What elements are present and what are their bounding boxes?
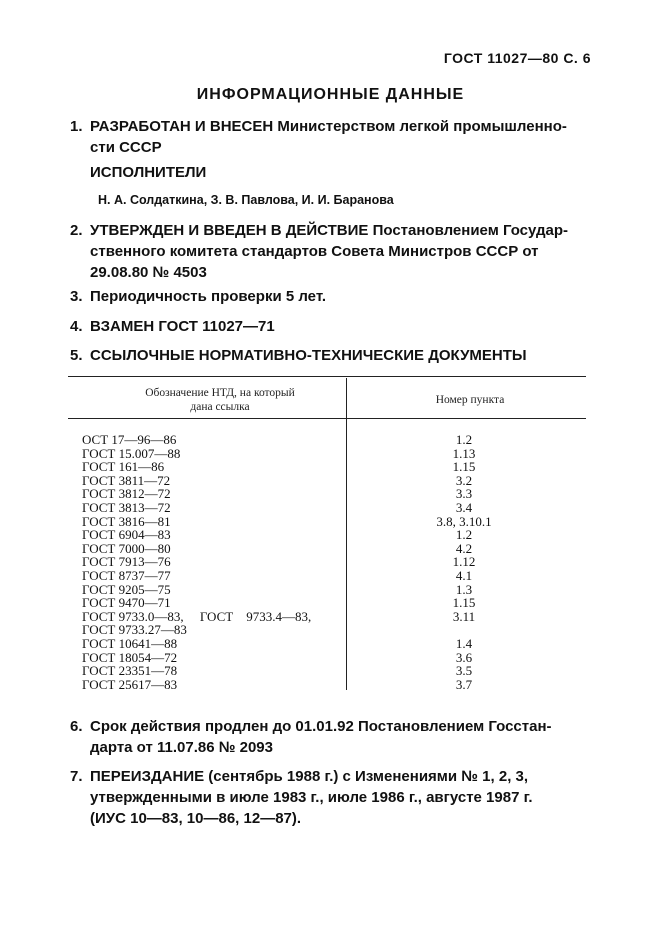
table-cell-item: 1.15	[452, 459, 476, 475]
section-text-cont: (ИУС 10—83, 10—86, 12—87).	[90, 810, 302, 827]
section-text: РАЗРАБОТАН И ВНЕСЕН Министерством легкой промышленно-	[90, 118, 567, 135]
table-body	[82, 433, 582, 691]
table-cell-item: 3.7	[455, 676, 473, 692]
section-number: 4.	[70, 318, 83, 335]
table-cell-document: ГОСТ 9470—71	[82, 595, 171, 611]
page-header: ГОСТ 11027—80 С. 6	[443, 50, 591, 66]
table-cell-document: ГОСТ 3812—72	[82, 486, 171, 502]
table-cell-item: 4.2	[455, 540, 473, 556]
table-cell-document: ГОСТ 3811—72	[82, 472, 171, 488]
table-cell-document: ГОСТ 8737—77	[82, 567, 171, 583]
table-cell-document: ГОСТ 7000—80	[82, 540, 171, 556]
table-row	[82, 528, 582, 542]
section-text-cont: сти СССР	[90, 139, 162, 156]
executors-heading: ИСПОЛНИТЕЛИ	[90, 164, 207, 181]
table-cell-document: ГОСТ 18054—72	[82, 649, 178, 665]
section-number: 2.	[70, 222, 83, 239]
table-cell-document: ГОСТ 15.007—88	[82, 445, 181, 461]
table-cell-item: 1.4	[455, 635, 473, 651]
table-cell-document: ГОСТ 3816—81	[82, 513, 171, 529]
table-cell-item: 1.2	[455, 432, 473, 447]
table-cell-item: 3.2	[455, 472, 473, 488]
section-6	[70, 716, 590, 758]
section-text: Периодичность проверки 5 лет.	[90, 288, 327, 305]
section-text-cont: дарта от 11.07.86 № 2093	[90, 739, 273, 756]
table-row	[82, 664, 582, 678]
table-row	[82, 569, 582, 583]
table-top-rule	[68, 376, 586, 377]
table-cell-document: ГОСТ 10641—88	[82, 635, 178, 651]
table-cell-item: 3.8, 3.10.1	[436, 513, 492, 529]
table-row	[82, 610, 582, 624]
table-cell-document: ГОСТ 25617—83	[82, 676, 178, 692]
section-number: 1.	[70, 118, 83, 135]
table-row	[82, 501, 582, 515]
table-cell-item: 1.2	[455, 527, 473, 543]
section-4	[70, 316, 590, 337]
table-row	[82, 651, 582, 665]
table-row	[82, 555, 582, 569]
table-row	[82, 433, 582, 447]
executors-names: Н. А. Солдаткина, З. В. Павлова, И. И. Баранова	[98, 193, 394, 207]
document-title: ИНФОРМАЦИОННЫЕ ДАННЫЕ	[196, 86, 465, 103]
table-header-rule	[68, 418, 586, 419]
table-row	[82, 637, 582, 651]
table-cell-document: ГОСТ 3813—72	[82, 499, 171, 515]
table-cell-item: 1.12	[452, 554, 476, 570]
table-cell-document: ГОСТ 9733.27—83	[82, 622, 187, 638]
table-col1-header-line: Обозначение НТД, на который	[145, 387, 295, 399]
table-cell-item: 3.5	[455, 663, 473, 679]
table-cell-document: ГОСТ 23351—78	[82, 663, 178, 679]
table-row	[82, 447, 582, 461]
section-3	[70, 286, 590, 307]
table-cell-item: 3.6	[455, 649, 473, 665]
table-row	[82, 515, 582, 529]
table-row	[82, 474, 582, 488]
table-cell-document: ГОСТ 161—86	[82, 459, 165, 475]
section-5	[70, 345, 590, 366]
table-row	[82, 678, 582, 692]
table-cell-item: 3.3	[455, 486, 473, 502]
table-cell-document: ОСТ 17—96—86	[82, 432, 177, 447]
section-text: ПЕРЕИЗДАНИЕ (сентябрь 1988 г.) с Изменениями № 1, 2, 3,	[90, 768, 529, 785]
table-cell-item	[346, 623, 582, 637]
table-row	[82, 460, 582, 474]
section-text-cont: утвержденными в июле 1983 г., июле 1986 г., августе 1987 г.	[90, 789, 533, 806]
table-cell-document: ГОСТ 9205—75	[82, 581, 171, 597]
section-number: 3.	[70, 288, 83, 305]
section-number: 7.	[70, 768, 83, 785]
section-2	[70, 220, 590, 283]
section-text-cont: ственного комитета стандартов Совета Министров СССР от	[90, 243, 539, 260]
table-row	[82, 583, 582, 597]
section-1	[70, 116, 590, 158]
table-cell-document: ГОСТ 7913—76	[82, 554, 171, 570]
table-row	[82, 596, 582, 610]
section-number: 6.	[70, 718, 83, 735]
section-number: 5.	[70, 347, 83, 364]
table-col1-header-line: дана ссылка	[190, 401, 250, 413]
table-cell-item: 3.11	[452, 608, 476, 624]
section-text: Срок действия продлен до 01.01.92 Постановлением Госстан-	[90, 718, 552, 735]
section-7	[70, 766, 590, 829]
table-col2-header: Номер пункта	[435, 394, 505, 406]
table-cell-document: ГОСТ 6904—83	[82, 527, 171, 543]
table-cell-item: 1.15	[452, 595, 476, 611]
section-text: УТВЕРЖДЕН И ВВЕДЕН В ДЕЙСТВИЕ Постановлением Государ-	[90, 222, 569, 239]
table-cell-item: 4.1	[455, 567, 473, 583]
table-row	[82, 487, 582, 501]
table-row	[82, 623, 582, 637]
table-col1-header	[110, 386, 330, 414]
section-text: ССЫЛОЧНЫЕ НОРМАТИВНО-ТЕХНИЧЕСКИЕ ДОКУМЕНТЫ	[90, 347, 527, 364]
table-row	[82, 542, 582, 556]
table-cell-item: 1.13	[452, 445, 476, 461]
section-text-cont: 29.08.80 № 4503	[90, 264, 207, 281]
table-cell-item: 3.4	[455, 499, 473, 515]
section-text: ВЗАМЕН ГОСТ 11027—71	[90, 318, 275, 335]
table-cell-item: 1.3	[455, 581, 473, 597]
table-cell-document: ГОСТ 9733.0—83, ГОСТ 9733.4—83,	[82, 608, 312, 624]
